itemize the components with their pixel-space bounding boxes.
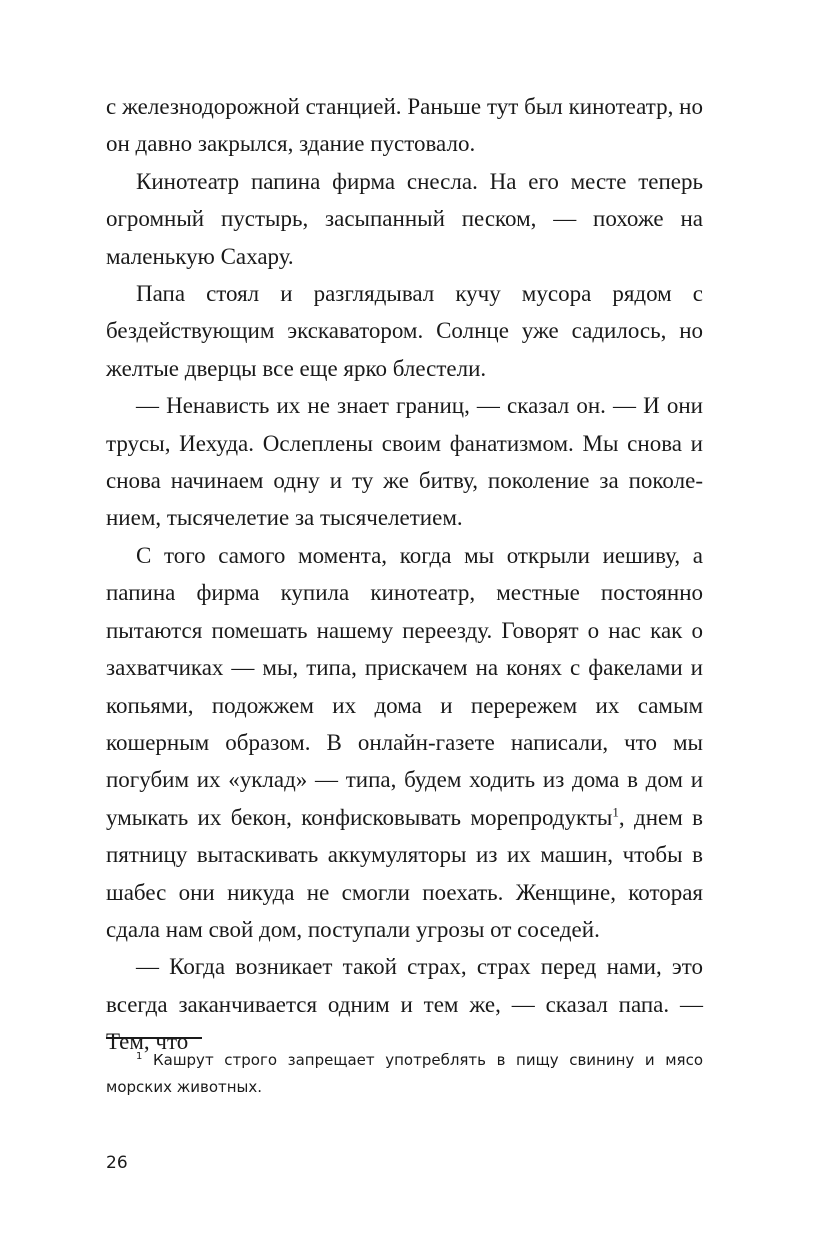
footnote-reference[interactable]: 1 <box>612 804 619 820</box>
paragraph-text: С того самого момента, когда мы открыли иешиву, а папина фирма купила кинотеатр, местные постоянно пытаются помешать нашему переезду. Говорят о нас как о захватчиках — мы, типа, прискачем на конях с факелами и копьями, подожжем их дома и перережем их самым кошерным образом. В онлайн-газете написали, что мы погубим их «уклад» — типа, будем ходить из дома в дом и умыкать их бекон, конфисковывать морепродукты <box>106 542 703 830</box>
paragraph: — Когда возникает такой страх, страх перед нами, это всегда заканчивается одним и тем же, — сказал папа. — Тем, что <box>106 954 703 1055</box>
paragraph: Папа стоял и разглядывал кучу мусора рядом с бездействующим экскаватором. Солнце уже садилось, но желтые дверцы все еще ярко блестели. <box>106 281 703 381</box>
footnote-divider <box>106 1037 202 1039</box>
footnote-marker: 1 <box>136 1051 143 1062</box>
paragraph: Кинотеатр папина фирма снесла. На его месте теперь огромный пустырь, засыпанный песком, — похоже на маленькую Сахару. <box>106 168 703 269</box>
page-number: 26 <box>106 1153 128 1173</box>
paragraph: — Ненависть их не знает границ, — сказал он. — И они трусы, Иехуда. Ослеплены своим фанатизмом. Мы снова и снова начинаем одну и ту же битву, поколение за поколением, тысячелетие за тысячелетием. <box>106 393 703 531</box>
body-text <box>106 88 703 1061</box>
footnote-text: Кашрут строго запрещает употреблять в пищу свинину и мясо морских животных. <box>106 1051 703 1096</box>
paragraph-text-continued: , днем в пятницу вытаскивать аккумуляторы из их машин, чтобы в шабес они никуда не смогли поехать. Женщине, которая сдала нам свой дом, поступали угрозы от соседей. <box>106 804 704 942</box>
paragraph: с железнодорожной станцией. Раньше тут был кинотеатр, но он давно закрылся, здание пустовало. <box>106 94 703 157</box>
footnote <box>106 1047 703 1101</box>
paragraph-with-footnote <box>106 537 703 948</box>
